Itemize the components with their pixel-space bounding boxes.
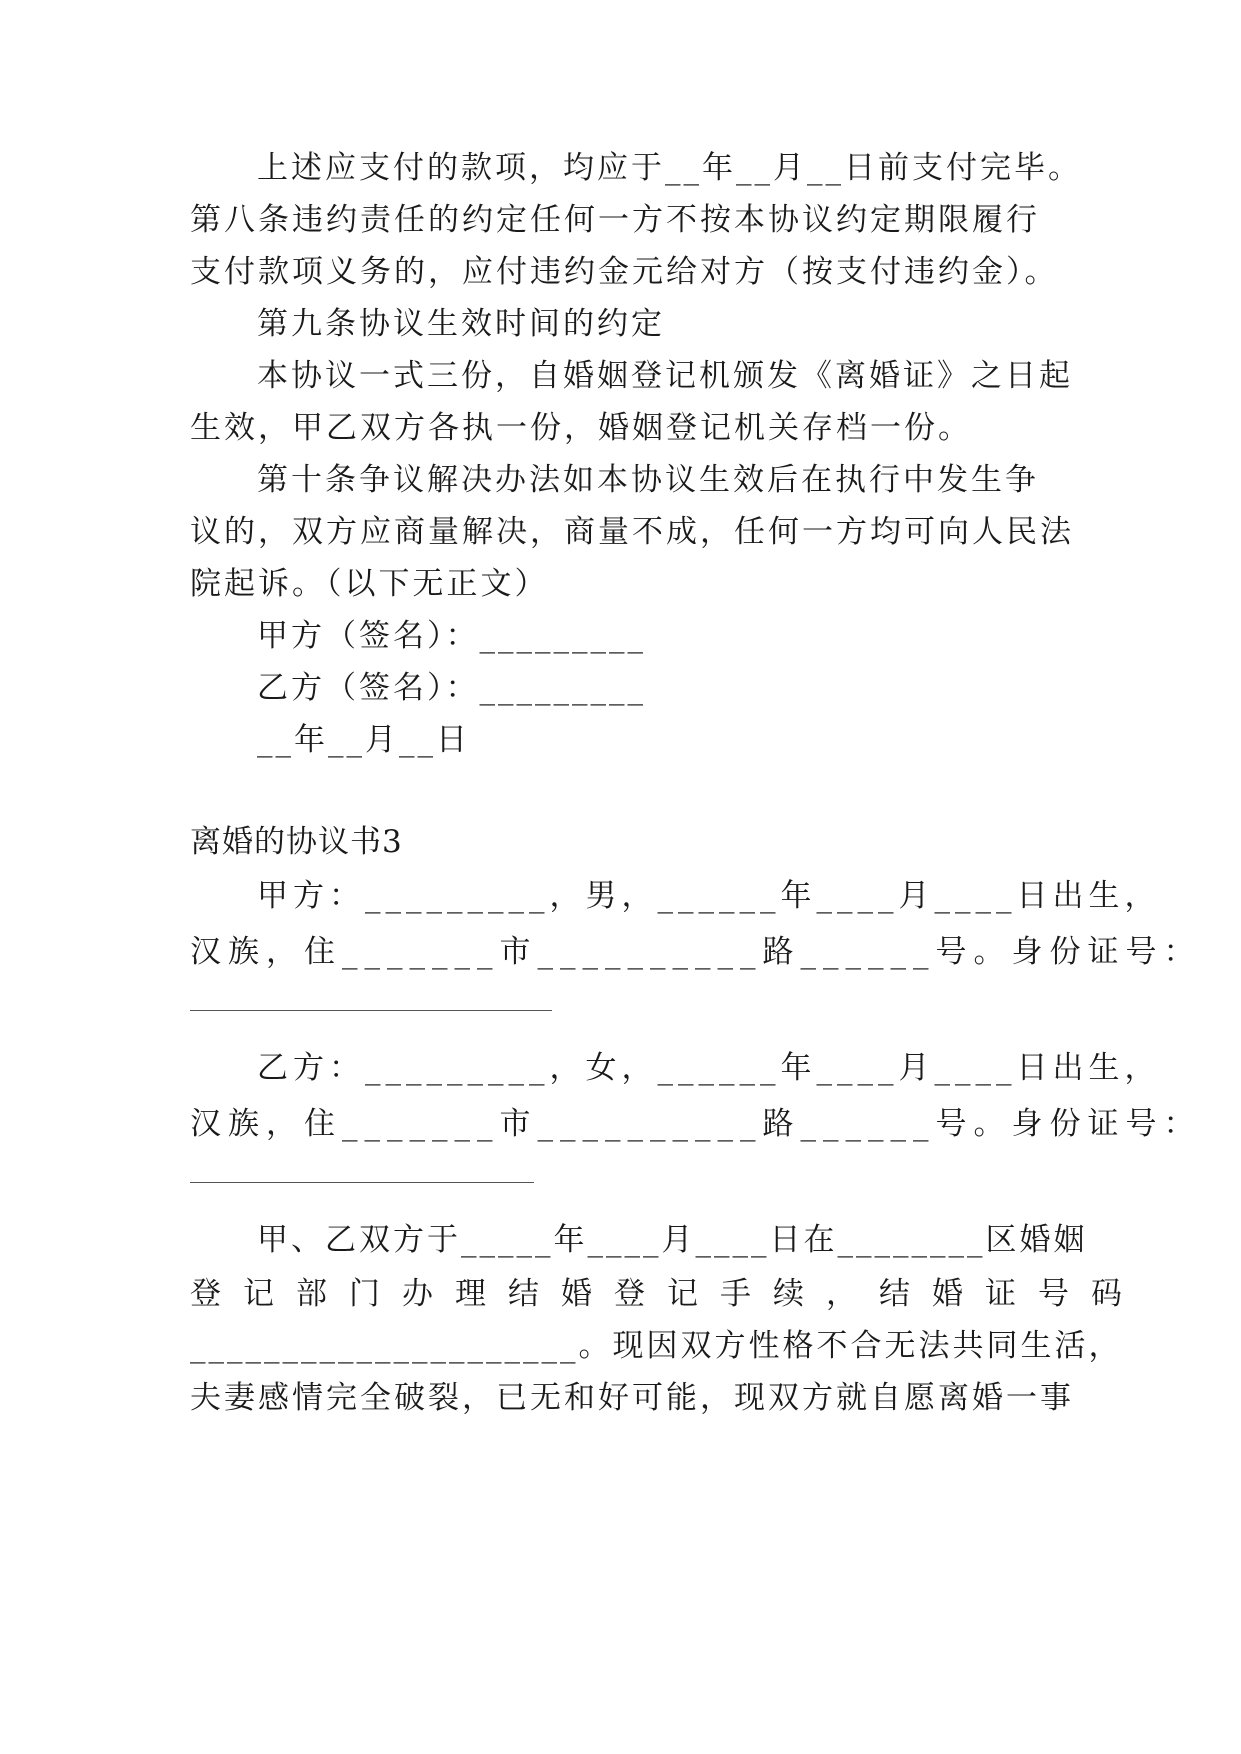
text-line: 汉族，住_______市__________路______号。身份证号： <box>190 1106 1202 1142</box>
signature-line-party-a: 甲方（签名）：_________ <box>257 618 646 654</box>
text-line: 第十条争议解决办法如本协议生效后在执行中发生争 <box>257 462 1039 498</box>
text-line: 乙方：_________，女，______年____月____日出生， <box>257 1050 1161 1086</box>
id-number-blank <box>190 1010 552 1011</box>
text-line: _____________________。现因双方性格不合无法共同生活， <box>190 1328 1123 1364</box>
text-line: 夫妻感情完全破裂，已无和好可能，现双方就自愿离婚一事 <box>190 1380 1074 1416</box>
signature-line-party-b: 乙方（签名）：_________ <box>257 670 646 706</box>
text-line: 生效，甲乙双方各执一份，婚姻登记机关存档一份。 <box>190 410 972 446</box>
text-line: 议的，双方应商量解决，商量不成，任何一方均可向人民法 <box>190 514 1074 550</box>
text-line: 甲方：_________，男，______年____月____日出生， <box>257 878 1161 914</box>
document-title: 离婚的协议书3 <box>190 824 403 860</box>
text-line: 本协议一式三份，自婚姻登记机颁发《离婚证》之日起 <box>257 358 1073 394</box>
text-line: 登记部门办理结婚登记手续，结婚证号码 <box>190 1276 1144 1312</box>
date-line: __年__月__日 <box>257 722 470 758</box>
text-line: 院起诉。（以下无正文） <box>190 566 549 602</box>
text-line: 甲、乙双方于_____年____月____日在________区婚姻 <box>257 1222 1088 1258</box>
section-heading: 第九条协议生效时间的约定 <box>257 306 665 342</box>
text-line: 支付款项义务的，应付违约金元给对方（按支付违约金）。 <box>190 254 1059 290</box>
text-line: 上述应支付的款项，均应于__年__月__日前支付完毕。 <box>257 150 1082 186</box>
text-line: 第八条违约责任的约定任何一方不按本协议约定期限履行 <box>190 202 1040 238</box>
text-line: 汉族，住_______市__________路______号。身份证号： <box>190 934 1202 970</box>
id-number-blank <box>190 1182 534 1183</box>
